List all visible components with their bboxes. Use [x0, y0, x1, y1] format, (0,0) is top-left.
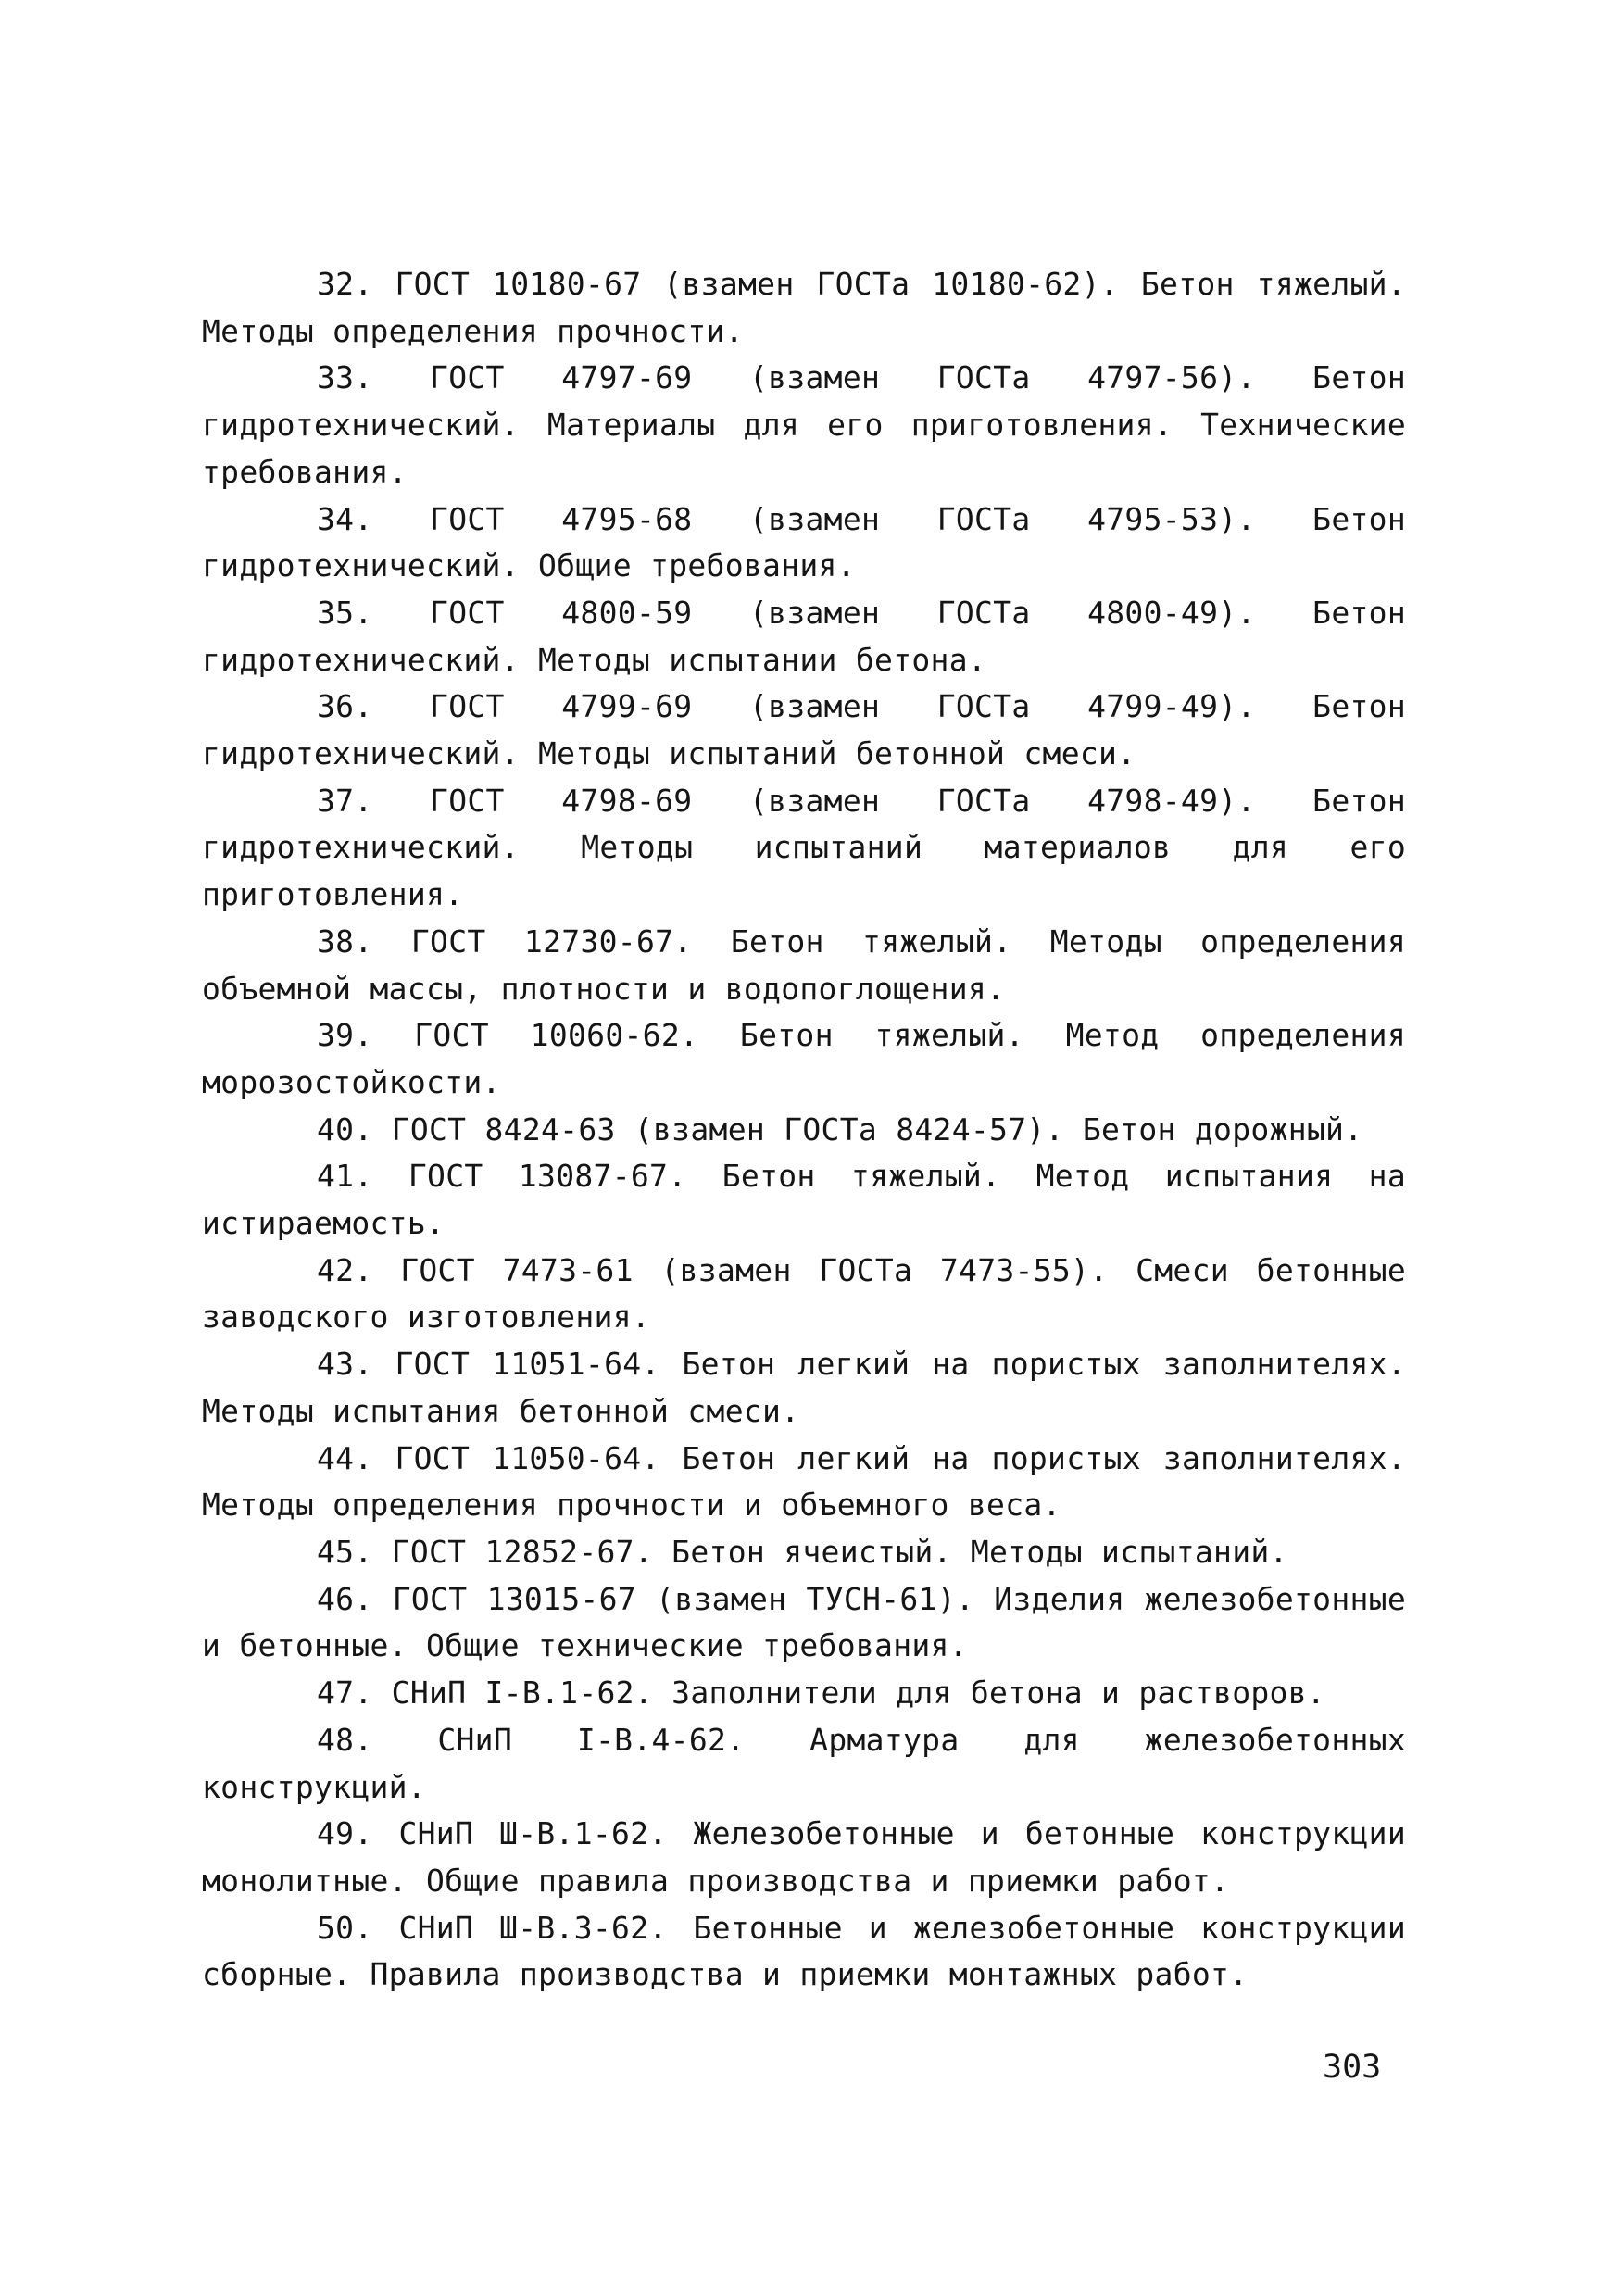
reference-entry-49: 49. СНиП Ш-В.1-62. Железобетонные и бетонные конструкции монолитные. Общие правила производства и приемки работ.	[202, 1815, 1406, 1899]
reference-entry-32: 32. ГОСТ 10180-67 (взамен ГОСТа 10180-62). Бетон тяжелый. Методы определения прочности.	[202, 266, 1406, 349]
reference-entry-34: 34. ГОСТ 4795-68 (взамен ГОСТа 4795-53). Бетон гидротехнический. Общие требования.	[202, 500, 1406, 584]
reference-entry-36: 36. ГОСТ 4799-69 (взамен ГОСТа 4799-49). Бетон гидротехнический. Методы испытаний бетонной смеси.	[202, 688, 1406, 772]
reference-entry-41: 41. ГОСТ 13087-67. Бетон тяжелый. Метод испытания на истираемость.	[202, 1158, 1406, 1242]
reference-entry-40: 40. ГОСТ 8424-63 (взамен ГОСТа 8424-57). Бетон дорожный.	[317, 1110, 1363, 1148]
reference-entry-37: 37. ГОСТ 4798-69 (взамен ГОСТа 4798-49). Бетон гидротехнический. Методы испытаний материалов для его приготовления.	[202, 782, 1406, 913]
reference-entry-43: 43. ГОСТ 11051-64. Бетон легкий на пористых заполнителях. Методы испытания бетонной смеси.	[202, 1346, 1406, 1429]
reference-entry-38: 38. ГОСТ 12730-67. Бетон тяжелый. Методы определения объемной массы, плотности и водопоглощения.	[202, 922, 1406, 1007]
reference-entry-39: 39. ГОСТ 10060-62. Бетон тяжелый. Метод определения морозостойкости.	[202, 1017, 1406, 1100]
page-number: 303	[1323, 2049, 1382, 2086]
reference-entry-35: 35. ГОСТ 4800-59 (взамен ГОСТа 4800-49). Бетон гидротехнический. Методы испытании бетона.	[202, 594, 1406, 678]
reference-entry-33: 33. ГОСТ 4797-69 (взамен ГОСТа 4797-56). Бетон гидротехнический. Материалы для его приготовления. Технические требования.	[202, 359, 1406, 490]
reference-entry-48: 48. СНиП I-В.4-62. Арматура для железобетонных конструкций.	[202, 1721, 1406, 1805]
reference-entry-50: 50. СНиП Ш-В.3-62. Бетонные и железобетонные конструкции сборные. Правила производства и приемки монтажных работ.	[202, 1909, 1406, 1993]
reference-list	[202, 261, 1406, 1999]
reference-entry-45: 45. ГОСТ 12852-67. Бетон ячеистый. Методы испытаний.	[317, 1533, 1288, 1570]
reference-entry-46: 46. ГОСТ 13015-67 (взамен ТУСН-61). Изделия железобетонные и бетонные. Общие технические требования.	[202, 1580, 1406, 1664]
reference-entry-44: 44. ГОСТ 11050-64. Бетон легкий на пористых заполнителях. Методы определения прочности и объемного веса.	[202, 1439, 1406, 1524]
reference-entry-42: 42. ГОСТ 7473-61 (взамен ГОСТа 7473-55). Смеси бетонные заводского изготовления.	[202, 1251, 1406, 1336]
reference-entry-47: 47. СНиП I-В.1-62. Заполнители для бетона и растворов.	[317, 1675, 1326, 1712]
